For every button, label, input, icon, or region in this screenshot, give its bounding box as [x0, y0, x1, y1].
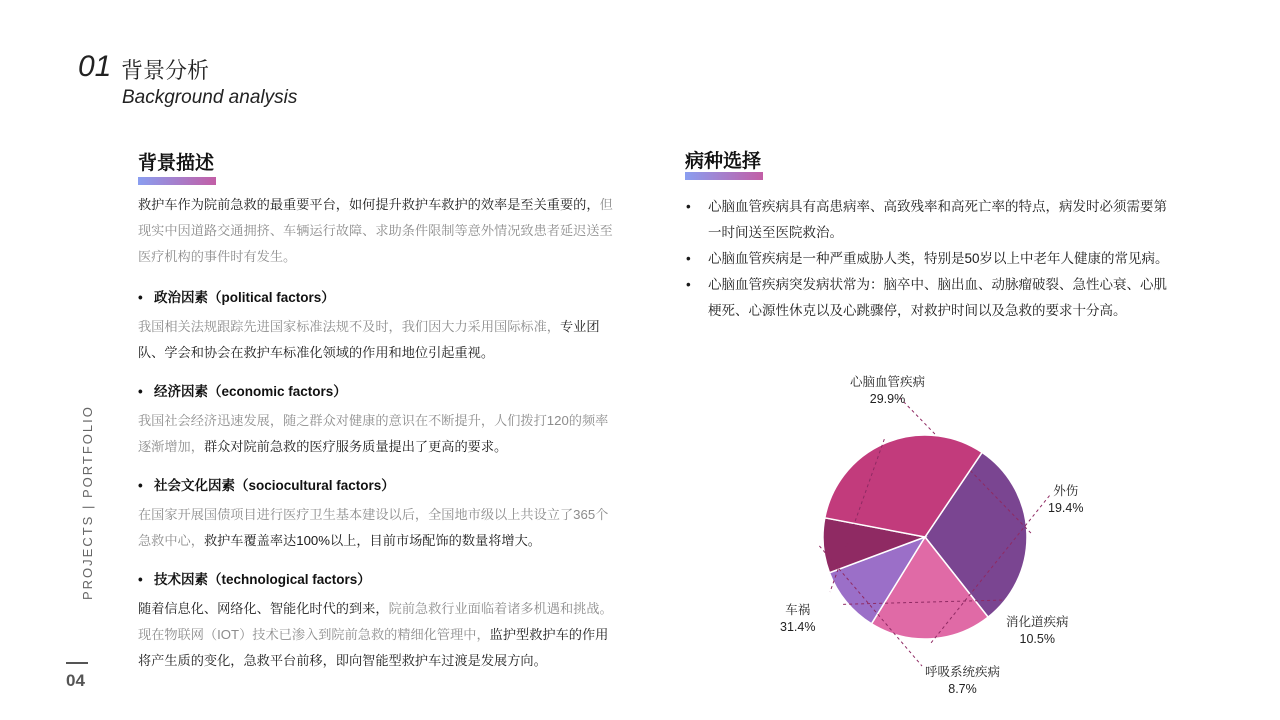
factor-political: [138, 284, 616, 366]
page-number-rule: [66, 662, 88, 664]
factor-title-text: 政治因素（political factors）: [154, 290, 335, 305]
factor-title-text: 社会文化因素（sociocultural factors）: [154, 478, 395, 493]
pie-label-value: 19.4%: [1048, 501, 1084, 515]
side-rail: [62, 405, 98, 610]
factor-title: [138, 472, 616, 500]
disease-selection-list: [684, 194, 1170, 324]
right-heading: 病种选择: [685, 151, 762, 172]
factor-gray-text: 我国社会经济迅速发展，随之群众对健康的意识在不断提升，人们拨打120的频率逐渐增加，: [138, 413, 609, 454]
section-number: 01: [78, 50, 112, 83]
bullet-dot: •: [686, 251, 691, 266]
factor-economic: [138, 378, 616, 460]
disease-pie-chart: [760, 370, 1160, 710]
factor-dark-text: 群众对院前急救的医疗服务质量提出了更高的要求。: [203, 439, 508, 454]
list-item: [684, 272, 1170, 324]
factor-title: [138, 378, 616, 406]
factor-title-text: 经济因素（economic factors）: [154, 384, 347, 399]
factor-title: [138, 284, 616, 312]
section-title: 背景分析: [121, 58, 210, 83]
pie-label-accident: [780, 602, 815, 636]
pie-label-value: 8.7%: [948, 682, 977, 696]
pie-label-value: 31.4%: [780, 620, 816, 634]
factor-gray-text: 我国相关法规跟踪先进国家标准法规不及时，我们因大力采用国际标准，: [138, 319, 560, 334]
pie-label-respiratory: [925, 664, 1000, 698]
factor-technological: [138, 566, 616, 674]
pie-label-cardio: [850, 374, 925, 408]
background-description: [138, 192, 616, 674]
list-item-text: 心脑血管疾病突发病状常为：脑卒中、脑出血、动脉瘤破裂、急性心衰、心肌梗死、心源性休克以及心跳骤停，对救护时间以及急救的要求十分高。: [708, 277, 1167, 318]
intro-paragraph: [138, 192, 616, 270]
pie-svg: [760, 370, 1160, 710]
factor-sociocultural: [138, 472, 616, 554]
pie-label-digestive: [1006, 614, 1069, 648]
pie-label-value: 10.5%: [1019, 632, 1055, 646]
pie-label-trauma: [1048, 483, 1083, 517]
page-number: 04: [66, 671, 85, 690]
bullet-dot: •: [138, 290, 143, 305]
factor-dark-text: 随着信息化、网络化、智能化时代的到来，: [138, 601, 389, 616]
bullet-dot: •: [138, 478, 143, 493]
list-item: [684, 194, 1170, 246]
pie-label-name: 呼吸系统疾病: [925, 665, 1001, 679]
factor-gray-text: 在国家开展国债项目进行医疗卫生基本建设以后，全国地市级以上共设立了365个急救中心，: [138, 507, 609, 548]
factor-dark-text: 救护车覆盖率达100%以上，目前市场配饰的数量将增大。: [203, 533, 541, 548]
pie-label-name: 心脑血管疾病: [850, 375, 926, 389]
factor-dark-text: 监护型救护车的作用将产生质的变化，急救平台前移，即向智能型救护车过渡是发展方向。: [138, 627, 609, 668]
pie-label-name: 外伤: [1053, 484, 1079, 498]
bullet-dot: •: [686, 277, 691, 292]
pie-label-name: 车祸: [785, 603, 811, 617]
factor-gray-text: 院前急救行业面临着诸多机遇和挑战。现在物联网（IOT）技术已渗入到院前急救的精细化管理中，: [138, 601, 613, 642]
right-heading-bar: [685, 172, 763, 180]
side-label: PROJECTS | PORTFOLIO: [80, 405, 95, 600]
section-subtitle: Background analysis: [122, 87, 298, 108]
intro-gray-text: 但现实中因道路交通拥挤、车辆运行故障、求助条件限制等意外情况致患者延迟送至医疗机构的事件时有发生。: [138, 197, 613, 264]
intro-dark-text: 救护车作为院前急救的最重要平台，如何提升救护车救护的效率是至关重要的，: [138, 197, 600, 212]
bullet-dot: •: [138, 572, 143, 587]
left-heading: 背景描述: [138, 153, 215, 174]
bullet-dot: •: [686, 199, 691, 214]
factor-title-text: 技术因素（technological factors）: [154, 572, 371, 587]
factor-dark-text: 专业团队、学会和协会在救护车标准化领域的作用和地位引起重视。: [138, 319, 600, 360]
list-item-text: 心脑血管疾病是一种严重威胁人类，特别是50岁以上中老年人健康的常见病。: [708, 251, 1169, 266]
factor-title: [138, 566, 616, 594]
pie-label-name: 消化道疾病: [1006, 615, 1069, 629]
left-heading-bar: [138, 177, 216, 185]
list-item: [684, 246, 1170, 272]
bullet-dot: •: [138, 384, 143, 399]
pie-label-value: 29.9%: [869, 392, 906, 406]
list-item-text: 心脑血管疾病具有高患病率、高致残率和高死亡率的特点，病发时必须需要第一时间送至医院救治。: [708, 199, 1167, 240]
